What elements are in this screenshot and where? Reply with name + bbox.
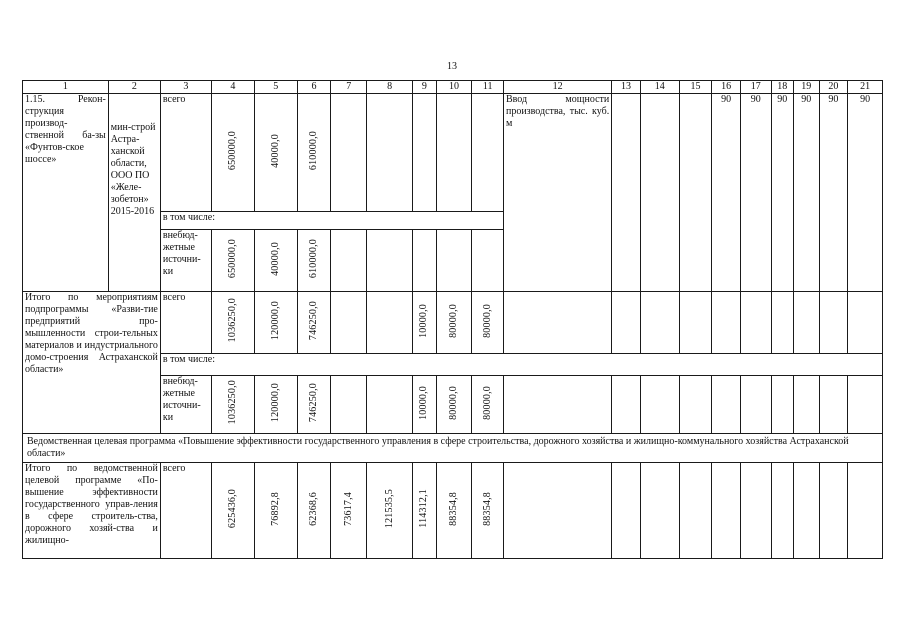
value-cell: 80000,0 — [481, 303, 493, 338]
value-cell: 40000,0 — [269, 133, 281, 168]
value-cell: 650000,0 — [226, 130, 238, 171]
column-number-row — [23, 81, 883, 94]
value-cell: 120000,0 — [269, 300, 281, 341]
value-cell: 88354,8 — [447, 491, 459, 526]
value-cell: 746250,0 — [308, 300, 320, 341]
table-row — [23, 463, 883, 559]
indicator-value: 90 — [848, 94, 883, 292]
column-number: 1 — [23, 81, 109, 94]
value-cell: 650000,0 — [226, 238, 238, 279]
subprogram-total-name: Итого по мероприятиям подпрограммы «Разви-тие предприятий про-мышленности строи-тельных материалов и индустриального домо-строения Астраханской области» — [23, 292, 161, 434]
value-cell: 62368,6 — [308, 491, 320, 526]
indicator-name: Ввод мощности производства, тыс. куб. м — [503, 94, 611, 292]
column-number: 20 — [819, 81, 848, 94]
column-number: 6 — [297, 81, 331, 94]
value-cell: 80000,0 — [447, 385, 459, 420]
column-number: 3 — [160, 81, 211, 94]
column-number: 19 — [794, 81, 820, 94]
table-row — [23, 434, 883, 463]
value-cell: 80000,0 — [447, 303, 459, 338]
column-number: 5 — [254, 81, 297, 94]
column-number: 4 — [211, 81, 254, 94]
source-label: всего — [160, 292, 211, 354]
value-cell: 1036250,0 — [226, 380, 238, 425]
source-label: всего — [160, 94, 211, 212]
indicator-value: 90 — [794, 94, 820, 292]
value-cell: 80000,0 — [481, 385, 493, 420]
measure-name: 1.15. Рекон-струкция производ-ственной ба-зы «Фунтов-ское шоссе» — [23, 94, 109, 292]
departmental-program-banner: Ведомственная целевая программа «Повышение эффективности государственного управления в сфере строительства, дорожного хозяйства и жилищно-коммунального хозяйства Астраханской области» — [23, 434, 883, 463]
column-number: 14 — [640, 81, 679, 94]
value-cell: 121535,5 — [383, 488, 395, 529]
column-number: 11 — [472, 81, 504, 94]
column-number: 21 — [848, 81, 883, 94]
value-cell: 114312,1 — [418, 489, 430, 528]
indicator-value: 90 — [819, 94, 848, 292]
column-number: 8 — [367, 81, 413, 94]
value-cell: 610000,0 — [308, 238, 320, 279]
value-cell: 10000,0 — [418, 303, 430, 338]
table-row — [23, 94, 883, 212]
value-cell: 625436,0 — [226, 488, 238, 529]
value-cell: 10000,0 — [418, 385, 430, 420]
column-number: 9 — [413, 81, 436, 94]
indicator-value: 90 — [740, 94, 771, 292]
column-number: 15 — [679, 81, 712, 94]
value-cell: 1036250,0 — [226, 298, 238, 343]
value-cell: 73617,4 — [342, 491, 354, 526]
value-cell: 746250,0 — [308, 382, 320, 423]
column-number: 7 — [331, 81, 367, 94]
source-label: всего — [160, 463, 211, 559]
indicator-value: 90 — [771, 94, 793, 292]
value-cell: 610000,0 — [308, 130, 320, 171]
page-number: 13 — [447, 61, 457, 72]
value-cell: 88354,8 — [481, 491, 493, 526]
column-number: 18 — [771, 81, 793, 94]
value-cell: 40000,0 — [269, 241, 281, 276]
value-cell: 76892,8 — [269, 491, 281, 526]
column-number: 12 — [503, 81, 611, 94]
measure-executor: мин-строй Астра-ханской области, ООО ПО «Желе-зобетон» 2015-2016 — [108, 94, 160, 292]
column-number: 16 — [712, 81, 741, 94]
source-label: внебюд-жетные источни-ки — [160, 230, 211, 292]
source-label: внебюд-жетные источни-ки — [160, 376, 211, 434]
indicator-value: 90 — [712, 94, 741, 292]
departmental-total-name: Итого по ведомственной целевой программе «По-вышение эффективности государственного управ-ления в сфере строитель-ства, дорожного хозяй-ства и жилищно- — [23, 463, 161, 559]
column-number: 13 — [612, 81, 641, 94]
column-number: 2 — [108, 81, 160, 94]
table-row — [23, 292, 883, 354]
column-number: 10 — [436, 81, 472, 94]
column-number: 17 — [740, 81, 771, 94]
program-table — [22, 80, 883, 559]
value-cell: 120000,0 — [269, 382, 281, 423]
including-label: в том числе: — [160, 212, 503, 230]
including-label: в том числе: — [160, 354, 882, 376]
